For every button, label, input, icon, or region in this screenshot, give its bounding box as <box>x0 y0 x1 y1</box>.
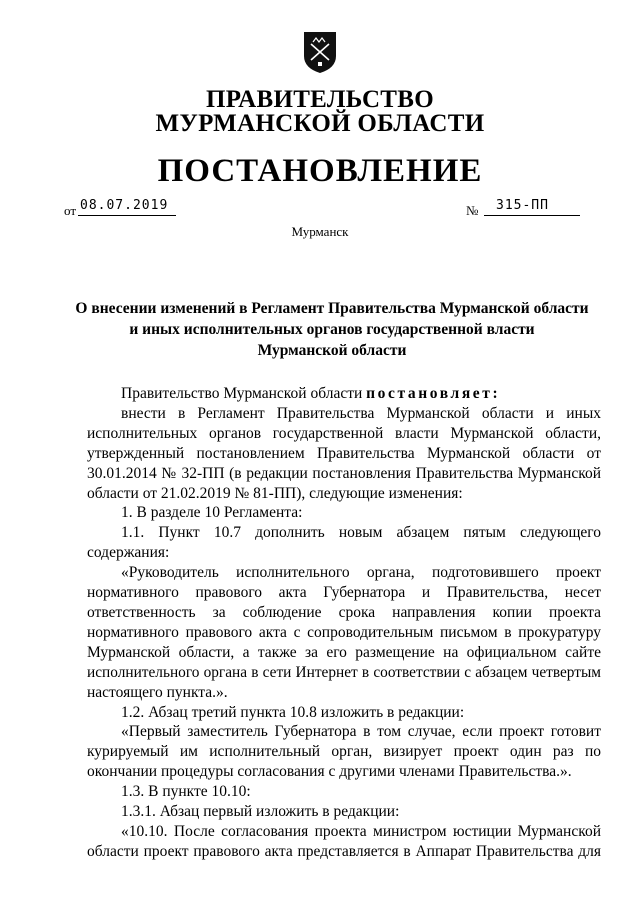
date-underline <box>78 215 176 216</box>
body-line: 1.3. В пункте 10.10: <box>121 783 251 801</box>
body-line: утвержденный постановлением Правительства Мурманской области от <box>87 444 601 462</box>
date-prefix-label: от <box>64 203 77 218</box>
document-type-title: ПОСТАНОВЛЕНИЕ <box>157 153 483 189</box>
body-line: внести в Регламент Правительства Мурманской области и иных <box>121 404 601 422</box>
body-line: «10.10. После согласования проекта министром юстиции Мурманской <box>121 822 601 840</box>
body-line: содержания: <box>87 544 170 562</box>
number-underline <box>484 215 580 216</box>
organization-name-line2: МУРМАНСКОЙ ОБЛАСТИ <box>155 110 485 137</box>
body-line: 1.3.1. Абзац первый изложить в редакции: <box>121 803 400 821</box>
decree-verb: постановляет: <box>366 385 501 402</box>
body-line: окончании процедуры согласования с другими членами Правительства.». <box>87 763 572 781</box>
body-line: нормативного правового акта Губернатора и Правительства, несет <box>87 584 601 602</box>
body-line: курируемый им исполнительный орган, визирует проект один раз по <box>87 743 601 761</box>
subject-line: О внесении изменений в Регламент Правительства Мурманской области <box>75 300 589 317</box>
body-line: 1.1. Пункт 10.7 дополнить новым абзацем пятым следующего <box>121 524 601 542</box>
intro-lead: Правительство Мурманской области <box>121 385 367 402</box>
body-line: «Руководитель исполнительного органа, подготовившего проект <box>121 564 601 582</box>
document-body <box>87 384 601 862</box>
body-line: ответственность за соблюдение срока направления копии проекта <box>87 603 601 621</box>
body-line: 1.2. Абзац третий пункта 10.8 изложить в редакции: <box>121 703 465 721</box>
document-date: 08.07.2019 <box>80 198 169 213</box>
body-line: области проект правового акта представляется в Аппарат Правительства для <box>87 842 601 860</box>
document-subject <box>64 298 600 361</box>
body-line: «Первый заместитель Губернатора в том случае, если проект готовит <box>121 723 601 741</box>
city-name: Мурманск <box>291 224 349 239</box>
document-number: 315-ПП <box>496 198 549 213</box>
body-line: области от 21.02.2019 № 81-ПП), следующие изменения: <box>87 484 463 502</box>
number-prefix-label: № <box>466 203 479 218</box>
organization-name-line1: ПРАВИТЕЛЬСТВО <box>206 86 434 113</box>
coat-of-arms-emblem <box>302 30 338 74</box>
body-line: настоящего пункта.». <box>87 683 228 701</box>
intro-paragraph <box>87 384 601 404</box>
subject-line: и иных исполнительных органов государственной власти <box>129 321 535 338</box>
body-line: исполнительного органа в сети Интернет в соответствии с абзацем четвертым <box>87 663 601 681</box>
body-line: нормативного правового акта с сопроводительным письмом в прокуратуру <box>87 623 601 641</box>
body-line: 1. В разделе 10 Регламента: <box>121 504 303 522</box>
body-line: 30.01.2014 № 32-ПП (в редакции постановления Правительства Мурманской <box>87 464 601 482</box>
body-line: исполнительных органов государственной власти Мурманской области, <box>87 424 601 442</box>
body-line: Мурманской области, а также за его размещение на официальном сайте <box>87 643 601 661</box>
subject-line: Мурманской области <box>257 342 407 359</box>
